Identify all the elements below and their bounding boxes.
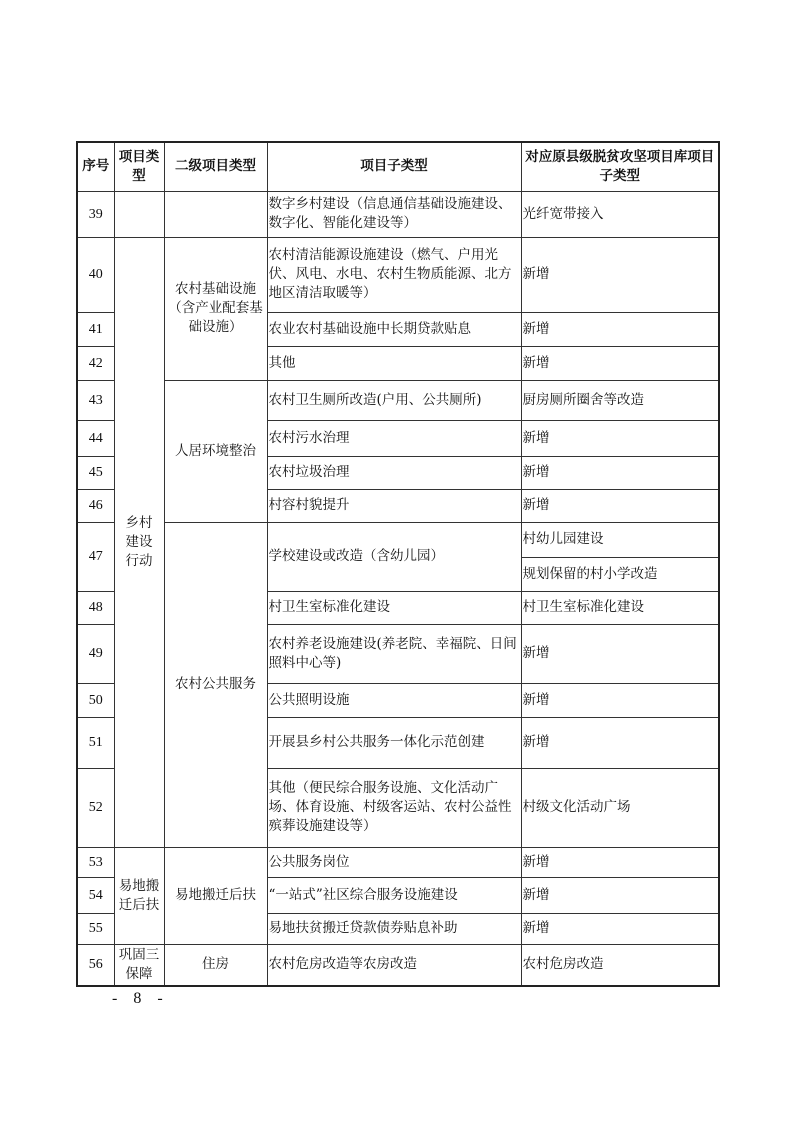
original-cell: 新增 <box>521 312 719 346</box>
row-no: 50 <box>77 683 114 717</box>
subtype-cell: 村容村貌提升 <box>267 489 521 522</box>
row-no: 47 <box>77 522 114 591</box>
original-cell: 新增 <box>521 489 719 522</box>
row-no: 49 <box>77 624 114 683</box>
table-row <box>77 237 719 312</box>
row-no: 52 <box>77 768 114 847</box>
subtype-cell: 其他 <box>267 346 521 380</box>
secondary-cell-housing: 住房 <box>164 944 267 986</box>
original-cell: 农村危房改造 <box>521 944 719 986</box>
original-cell: 新增 <box>521 877 719 913</box>
subtype-cell: 农村清洁能源设施建设（燃气、户用光伏、风电、水电、农村生物质能源、北方地区清洁取暖等） <box>267 237 521 312</box>
type-cell-empty <box>114 191 164 237</box>
type-cell-guarantee: 巩固三保障 <box>114 944 164 986</box>
row-no: 46 <box>77 489 114 522</box>
subtype-cell: 农村垃圾治理 <box>267 456 521 489</box>
subtype-cell: 开展县乡村公共服务一体化示范创建 <box>267 717 521 768</box>
secondary-cell-public: 农村公共服务 <box>164 522 267 847</box>
table-row <box>77 380 719 420</box>
row-no: 41 <box>77 312 114 346</box>
original-cell: 新增 <box>521 717 719 768</box>
header-original: 对应原县级脱贫攻坚项目库项目子类型 <box>521 142 719 191</box>
subtype-cell: 学校建设或改造（含幼儿园） <box>267 522 521 591</box>
row-no: 53 <box>77 847 114 877</box>
original-cell: 新增 <box>521 913 719 944</box>
original-cell: 新增 <box>521 847 719 877</box>
subtype-cell: 公共服务岗位 <box>267 847 521 877</box>
row-no: 45 <box>77 456 114 489</box>
subtype-cell: 农村卫生厕所改造(户用、公共厕所) <box>267 380 521 420</box>
original-cell: 厨房厕所圈舍等改造 <box>521 380 719 420</box>
table-row <box>77 944 719 986</box>
row-no: 56 <box>77 944 114 986</box>
original-cell: 新增 <box>521 624 719 683</box>
header-subtype: 项目子类型 <box>267 142 521 191</box>
table-row <box>77 191 719 237</box>
row-no: 51 <box>77 717 114 768</box>
subtype-cell: 易地扶贫搬迁贷款债券贴息补助 <box>267 913 521 944</box>
secondary-cell-infra: 农村基础设施（含产业配套基础设施） <box>164 237 267 380</box>
secondary-cell-empty <box>164 191 267 237</box>
subtype-cell: 农村养老设施建设(养老院、幸福院、日间照料中心等) <box>267 624 521 683</box>
subtype-cell: “一站式”社区综合服务设施建设 <box>267 877 521 913</box>
row-no: 54 <box>77 877 114 913</box>
subtype-cell: 村卫生室标准化建设 <box>267 591 521 624</box>
original-cell: 新增 <box>521 237 719 312</box>
table-row <box>77 522 719 557</box>
original-cell: 村卫生室标准化建设 <box>521 591 719 624</box>
row-no: 43 <box>77 380 114 420</box>
type-cell-relocation: 易地搬迁后扶 <box>114 847 164 944</box>
header-type: 项目类型 <box>114 142 164 191</box>
subtype-cell: 数字乡村建设（信息通信基础设施建设、数字化、智能化建设等） <box>267 191 521 237</box>
row-no: 48 <box>77 591 114 624</box>
secondary-cell-relocation: 易地搬迁后扶 <box>164 847 267 944</box>
page-number: - 8 - <box>112 990 169 1007</box>
row-no: 44 <box>77 420 114 456</box>
subtype-cell: 农业农村基础设施中长期贷款贴息 <box>267 312 521 346</box>
subtype-cell: 农村危房改造等农房改造 <box>267 944 521 986</box>
table-header <box>77 142 719 191</box>
type-cell-rural: 乡村建设行动 <box>114 237 164 847</box>
subtype-cell: 农村污水治理 <box>267 420 521 456</box>
original-cell: 新增 <box>521 346 719 380</box>
row-no: 39 <box>77 191 114 237</box>
secondary-cell-env: 人居环境整治 <box>164 380 267 522</box>
header-no: 序号 <box>77 142 114 191</box>
original-cell: 新增 <box>521 683 719 717</box>
subtype-cell: 其他（便民综合服务设施、文化活动广场、体育设施、村级客运站、农村公益性殡葬设施建设等） <box>267 768 521 847</box>
original-cell: 新增 <box>521 420 719 456</box>
original-cell: 光纤宽带接入 <box>521 191 719 237</box>
table-row <box>77 847 719 877</box>
row-no: 42 <box>77 346 114 380</box>
subtype-cell: 公共照明设施 <box>267 683 521 717</box>
original-cell: 规划保留的村小学改造 <box>521 557 719 591</box>
original-cell: 村幼儿园建设 <box>521 522 719 557</box>
project-type-table <box>76 141 720 987</box>
original-cell: 新增 <box>521 456 719 489</box>
header-secondary: 二级项目类型 <box>164 142 267 191</box>
row-no: 40 <box>77 237 114 312</box>
original-cell: 村级文化活动广场 <box>521 768 719 847</box>
row-no: 55 <box>77 913 114 944</box>
